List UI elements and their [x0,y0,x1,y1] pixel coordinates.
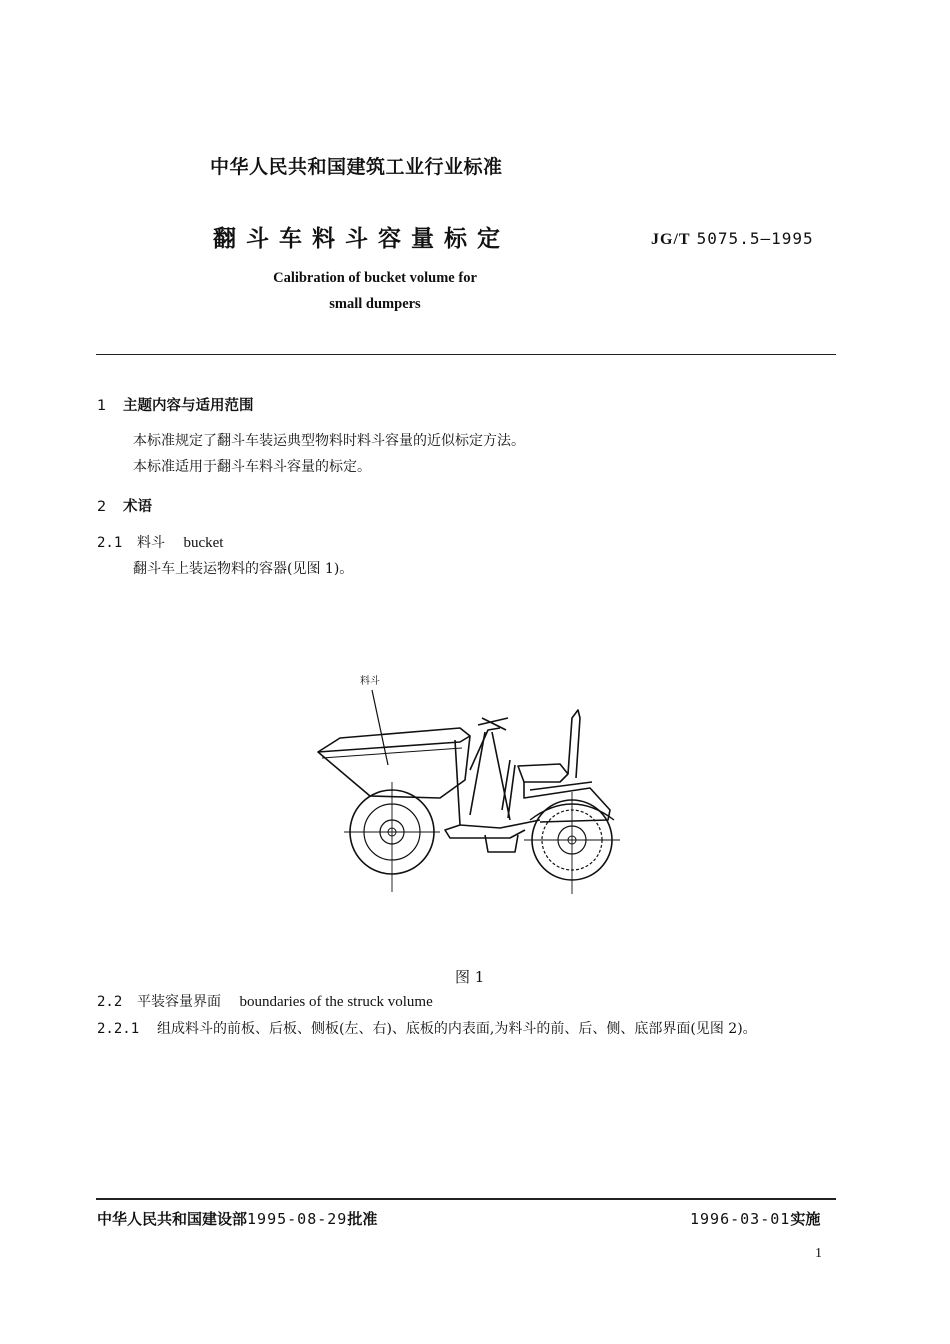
section-1-para-2: 本标准适用于翻斗车料斗容量的标定。 [133,459,371,475]
footer-approval-date: 1995-08-29 [247,1210,348,1228]
section-1-para-1: 本标准规定了翻斗车装运典型物料时料斗容量的近似标定方法。 [133,433,525,449]
section-1-number: 1 [97,398,107,414]
item-2-1 [97,532,223,552]
page-number: 1 [815,1246,822,1261]
standard-category: 中华人民共和国建筑工业行业标准 [210,156,503,178]
section-2-heading [97,495,152,516]
footer-issuer: 中华人民共和国建设部 [97,1210,248,1228]
item-2-2-term-en: boundaries of the struck volume [239,994,433,1010]
section-1-title: 主题内容与适用范围 [123,398,254,414]
document-title: 翻斗车料斗容量标定 [213,226,510,252]
section-1-heading [97,394,254,415]
standard-code-number: 5075.5—1995 [696,229,814,248]
bucket-shape [318,728,470,798]
footer-effective-word: 实施 [790,1210,821,1228]
figure-1-bucket-label: 料斗 [360,676,380,687]
item-2-1-definition: 翻斗车上装运物料的容器(见图 1)。 [133,561,354,577]
figure-1-caption: 图 1 [455,968,485,986]
item-2-2-term-cn: 平装容量界面 [137,994,221,1010]
footer-approval-word: 批准 [347,1210,378,1228]
english-title-line2: small dumpers [329,296,421,312]
item-2-2-1-text: 组成料斗的前板、后板、侧板(左、右)、底板的内表面,为料斗的前、后、侧、底部界面(见图 2)。 [157,1021,757,1037]
footer-effective [690,1208,820,1229]
item-2-2 [97,991,433,1011]
item-2-1-number: 2.1 [97,535,123,551]
section-2-number: 2 [97,499,107,515]
footer-divider [96,1198,836,1200]
footer-approval [97,1208,377,1229]
item-2-1-term-cn: 料斗 [137,535,165,551]
item-2-2-1 [97,1018,757,1038]
figure-1-dumper-drawing [310,670,630,900]
item-2-1-term-en: bucket [183,535,224,551]
english-title-line1: Calibration of bucket volume for [273,270,477,286]
standard-code [651,229,814,249]
item-2-2-1-number: 2.2.1 [97,1021,140,1037]
standard-code-prefix: JG/T [651,231,691,248]
header-divider [96,354,836,355]
footer-effective-date: 1996-03-01 [690,1210,791,1228]
section-2-title: 术语 [123,499,152,515]
item-2-2-number: 2.2 [97,994,123,1010]
